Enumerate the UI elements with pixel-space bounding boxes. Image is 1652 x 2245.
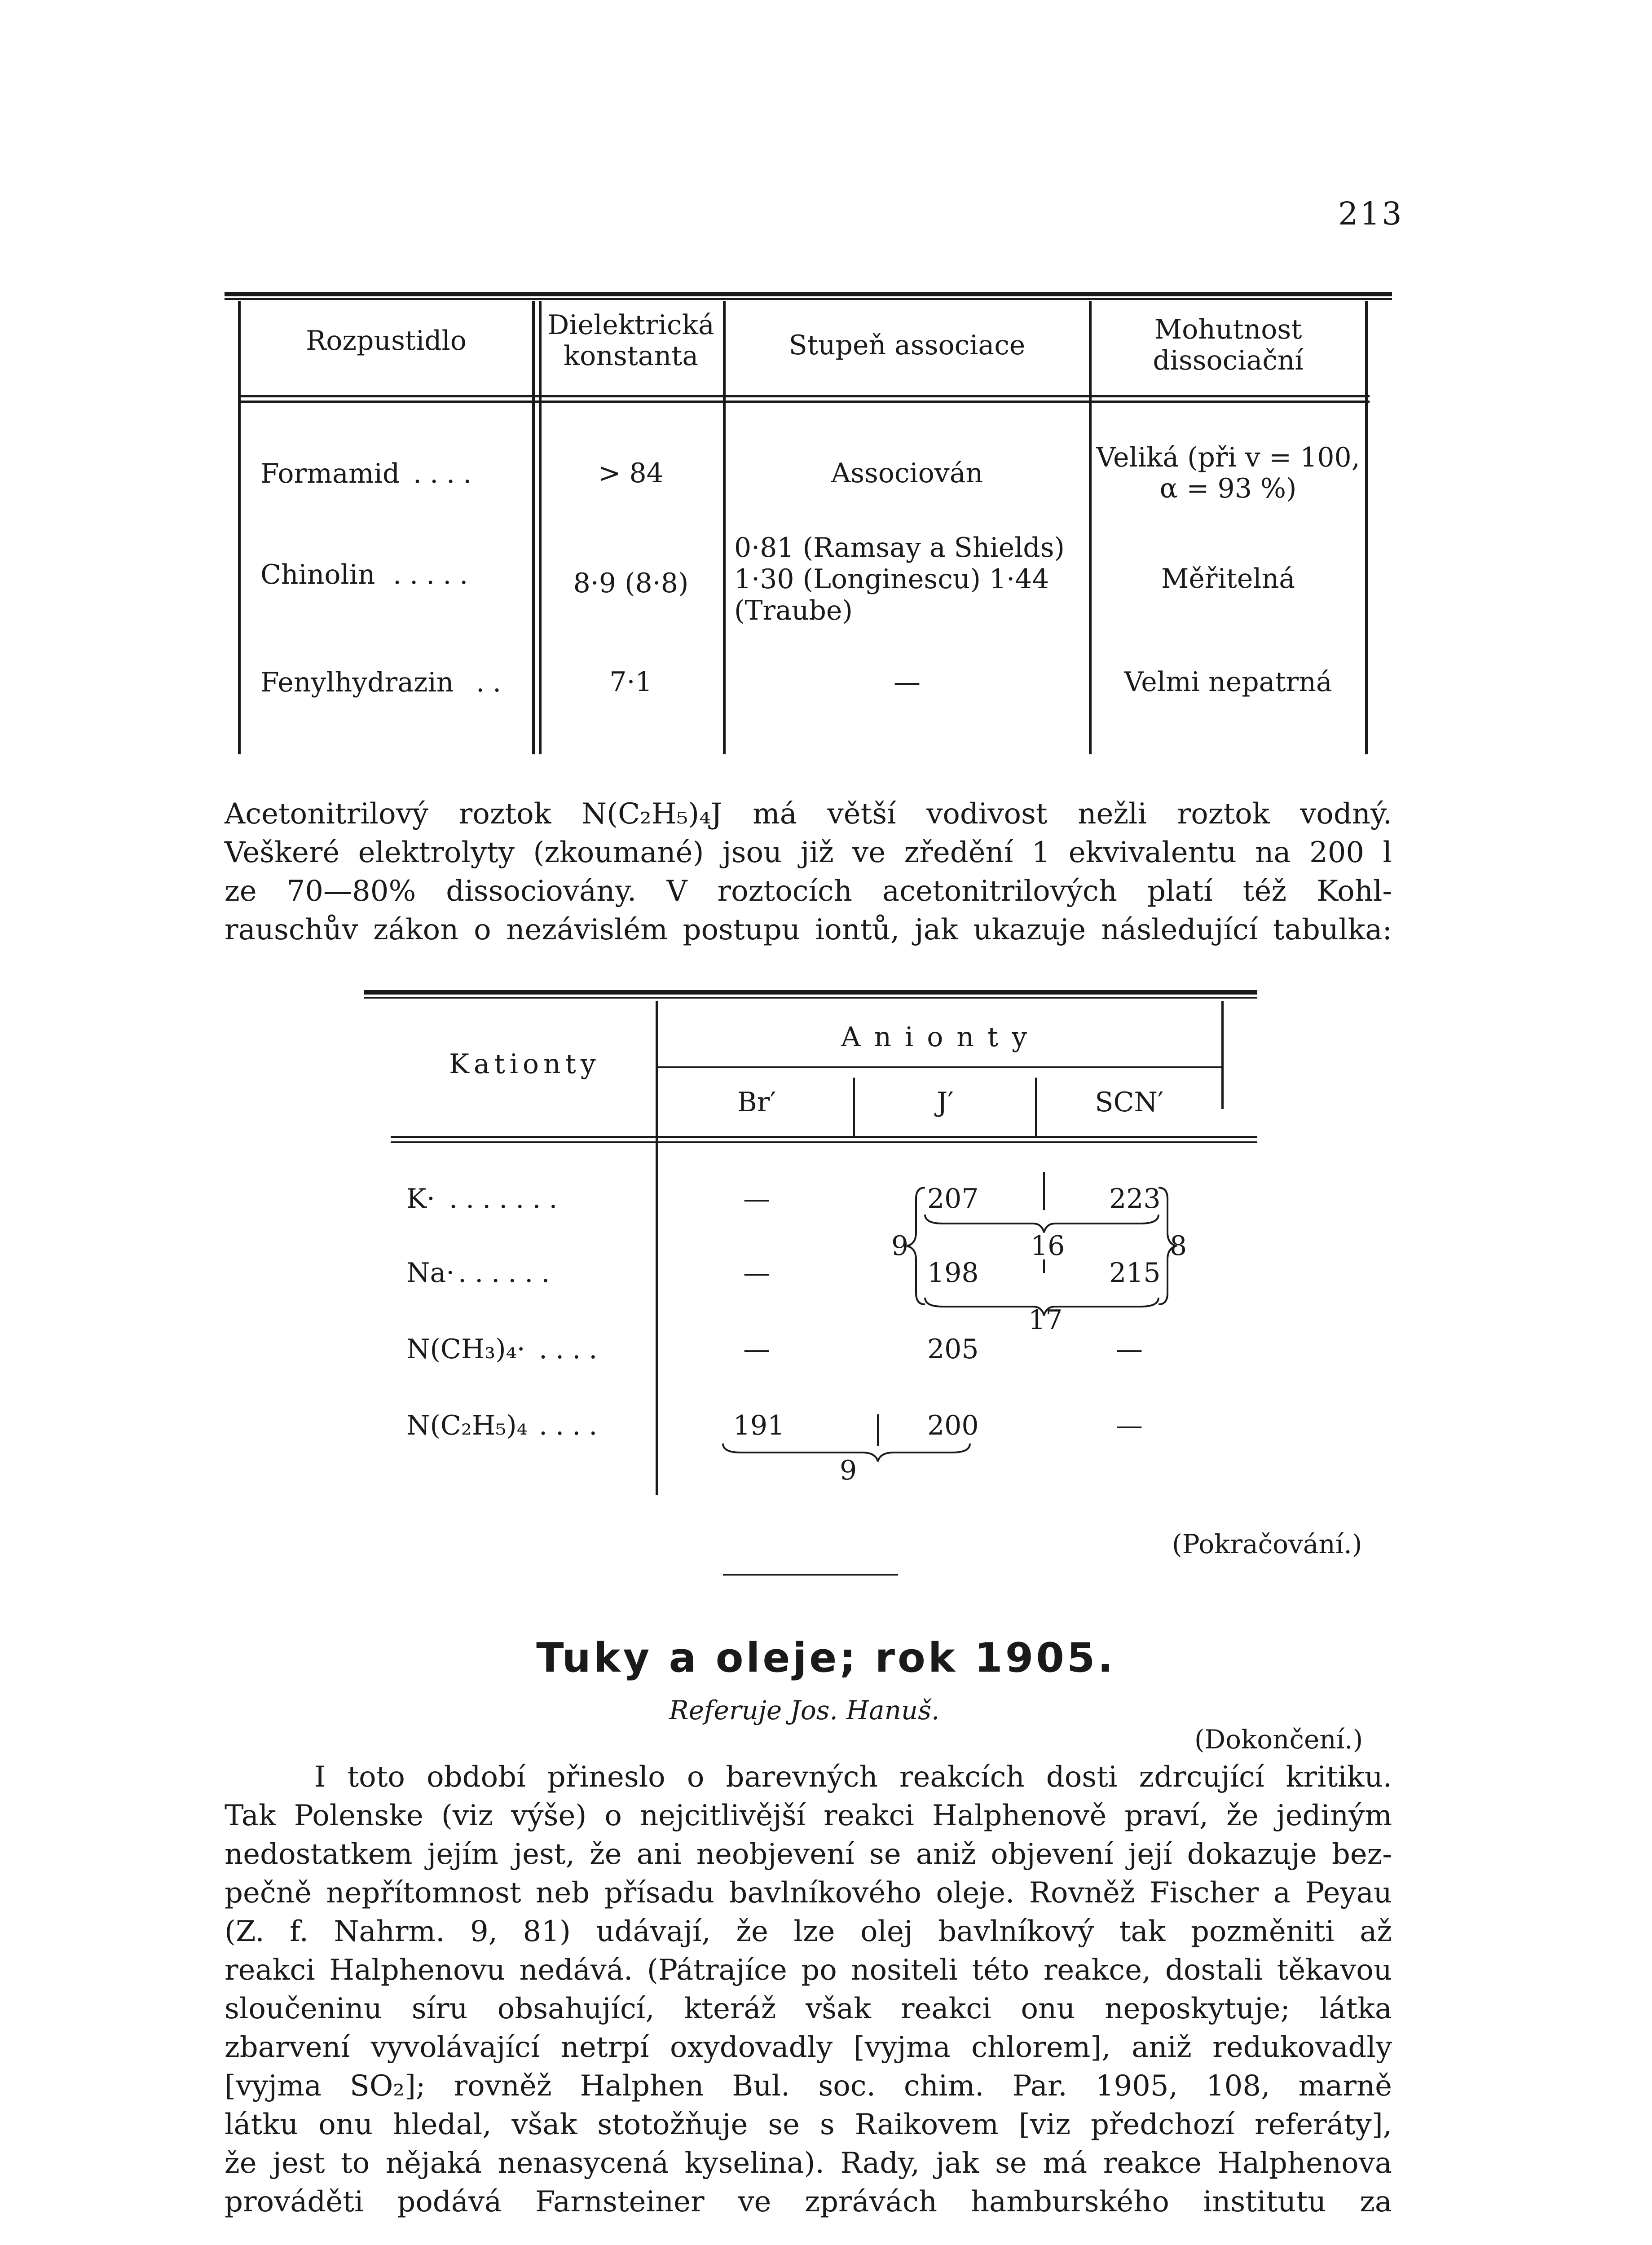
cell-constant: > 84	[598, 458, 664, 489]
cell-solvent: Chinolin	[260, 559, 375, 590]
header-scn: SCN′	[1095, 1087, 1164, 1118]
table-rule	[238, 401, 1370, 403]
leader-dots: ..	[476, 667, 510, 698]
leader-dots: ....	[539, 1410, 606, 1441]
text-line: Tak Polenske (viz výše) o nejcitlivější reakci Halphenově praví, že jediným	[225, 1799, 1392, 1832]
text-line: látku onu hledal, však stotožňuje se s Raikovem [viz předchozí referáty],	[225, 2108, 1392, 2141]
paragraph-conductivity	[225, 795, 1392, 949]
text-line: reakci Halphenovu nedává. (Pátrajíce po nositeli této reakce, dostali těkavou	[225, 1954, 1392, 1987]
table-border	[1035, 1078, 1037, 1136]
section-note: (Dokončení.)	[1194, 1724, 1363, 1755]
header-dissociation: Mohutnost dissociační	[1153, 314, 1304, 376]
table-border	[1089, 301, 1092, 754]
cation-label: K·	[406, 1183, 435, 1215]
cell-association: —	[894, 666, 921, 698]
difference-value: 16	[1031, 1230, 1065, 1262]
cell-scn: 215	[1109, 1257, 1161, 1289]
cell-j: 205	[927, 1334, 979, 1365]
text-line: sloučeninu síru obsahující, kteráž však reakci onu neposkytuje; látka	[225, 1992, 1392, 2025]
difference-braces	[709, 1167, 1212, 1491]
header-constant: Dielektrická konstanta	[547, 309, 714, 372]
section-byline: Referuje Jos. Hanuš.	[669, 1695, 940, 1726]
table-border	[723, 301, 726, 754]
difference-value: 9	[840, 1455, 857, 1486]
header-association: Stupeň associace	[789, 330, 1026, 361]
cell-br: —	[743, 1183, 770, 1215]
table-rule	[225, 292, 1392, 296]
table-border	[656, 1001, 658, 1495]
header-solvent: Rozpustidlo	[306, 325, 467, 357]
cell-j: 198	[927, 1257, 979, 1289]
cell-association: Associován	[831, 458, 983, 489]
table-border	[532, 301, 535, 754]
cation-label: N(C₂H₅)₄	[406, 1410, 528, 1441]
text-line: rauschův zákon o nezávislém postupu iontů, jak ukazuje následující tabulka:	[225, 913, 1392, 946]
table-border	[853, 1078, 855, 1136]
text-line: ze 70—80% dissociovány. V roztocích acetonitrilových platí též Kohl-	[225, 875, 1392, 908]
cell-scn: —	[1116, 1334, 1143, 1365]
text-line: zbarvení vyvolávající netrpí oxydovadly [vyjma chlorem], aniž redukovadly	[225, 2031, 1392, 2064]
cell-br: —	[743, 1257, 770, 1289]
paragraph-fats	[225, 1758, 1392, 2221]
cation-label: N(CH₃)₄·	[406, 1334, 525, 1365]
header-cations: Kationty	[449, 1048, 600, 1080]
text-line: Acetonitrilový roztok N(C₂H₅)₄J má větší vodivost nežli roztok vodný.	[225, 797, 1392, 831]
cation-label: Na·	[406, 1257, 455, 1289]
table-rule	[225, 298, 1392, 300]
cell-j: 207	[927, 1183, 979, 1215]
header-anions: Anionty	[841, 1021, 1040, 1053]
cell-association: 0·81 (Ramsay a Shields) 1·30 (Longinescu) 1·44 (Traube)	[734, 532, 1065, 626]
table-rule	[391, 1136, 1257, 1138]
difference-value: 17	[1028, 1304, 1063, 1336]
cell-dissociation: Velmi nepatrná	[1124, 666, 1332, 698]
cell-scn: —	[1116, 1410, 1143, 1441]
cell-br: 191	[733, 1410, 785, 1441]
leader-dots: ....	[413, 458, 480, 489]
table-rule	[364, 990, 1257, 995]
leader-dots: ......	[458, 1257, 558, 1289]
text-line: nedostatkem jejím jest, že ani neobjevení se aniž objevení její dokazuje bez-	[225, 1838, 1392, 1871]
section-title: Tuky a oleje; rok 1905.	[536, 1634, 1116, 1682]
table-border	[1365, 301, 1368, 754]
difference-value: 8	[1170, 1230, 1187, 1262]
table-border	[238, 301, 241, 754]
cell-dissociation: Měřitelná	[1161, 563, 1295, 594]
text-line: [vyjma SO₂]; rovněž Halphen Bul. soc. chim. Par. 1905, 108, marně	[225, 2069, 1392, 2103]
cell-j: 200	[927, 1410, 979, 1441]
table-rule	[391, 1141, 1257, 1143]
table-border	[539, 301, 542, 754]
table-rule	[238, 395, 1370, 397]
page-number: 213	[1338, 195, 1404, 232]
table-border	[1221, 1001, 1224, 1109]
header-br: Br′	[737, 1087, 776, 1118]
cell-br: —	[743, 1334, 770, 1365]
cell-solvent: Fenylhydrazin	[260, 667, 454, 698]
difference-value: 9	[891, 1230, 909, 1262]
header-j: J′	[937, 1087, 954, 1118]
cell-constant: 7·1	[609, 666, 652, 698]
text-line: prováděti podává Farnsteiner ve zprávách hamburského institutu za	[225, 2185, 1392, 2219]
table-rule	[658, 1066, 1224, 1068]
text-line: pečně nepřítomnost neb přísadu bavlníkového oleje. Rovněž Fischer a Peyau	[225, 1876, 1392, 1910]
table-rule	[364, 997, 1257, 999]
text-line: Veškeré elektrolyty (zkoumané) jsou již ve zředění 1 ekvivalentu na 200 l	[225, 836, 1392, 869]
section-divider	[723, 1574, 898, 1576]
text-line: I toto období přineslo o barevných reakcích dosti zdrcující kritiku.	[314, 1761, 1392, 1794]
cell-solvent: Formamid	[260, 458, 400, 489]
cell-scn: 223	[1109, 1183, 1161, 1215]
text-line: že jest to nějaká nenasycená kyselina). Rady, jak se má reakce Halphenova	[225, 2147, 1392, 2180]
leader-dots: ....	[539, 1334, 606, 1365]
text-line: (Z. f. Nahrm. 9, 81) udávají, že lze olej bavlníkový tak pozměniti až	[225, 1915, 1392, 1948]
cell-dissociation: Veliká (při v = 100, α = 93 %)	[1096, 442, 1360, 504]
leader-dots: .....	[393, 559, 476, 590]
leader-dots: .......	[449, 1183, 566, 1215]
continued-note: (Pokračování.)	[1172, 1529, 1362, 1559]
cell-constant: 8·9 (8·8)	[573, 568, 689, 599]
